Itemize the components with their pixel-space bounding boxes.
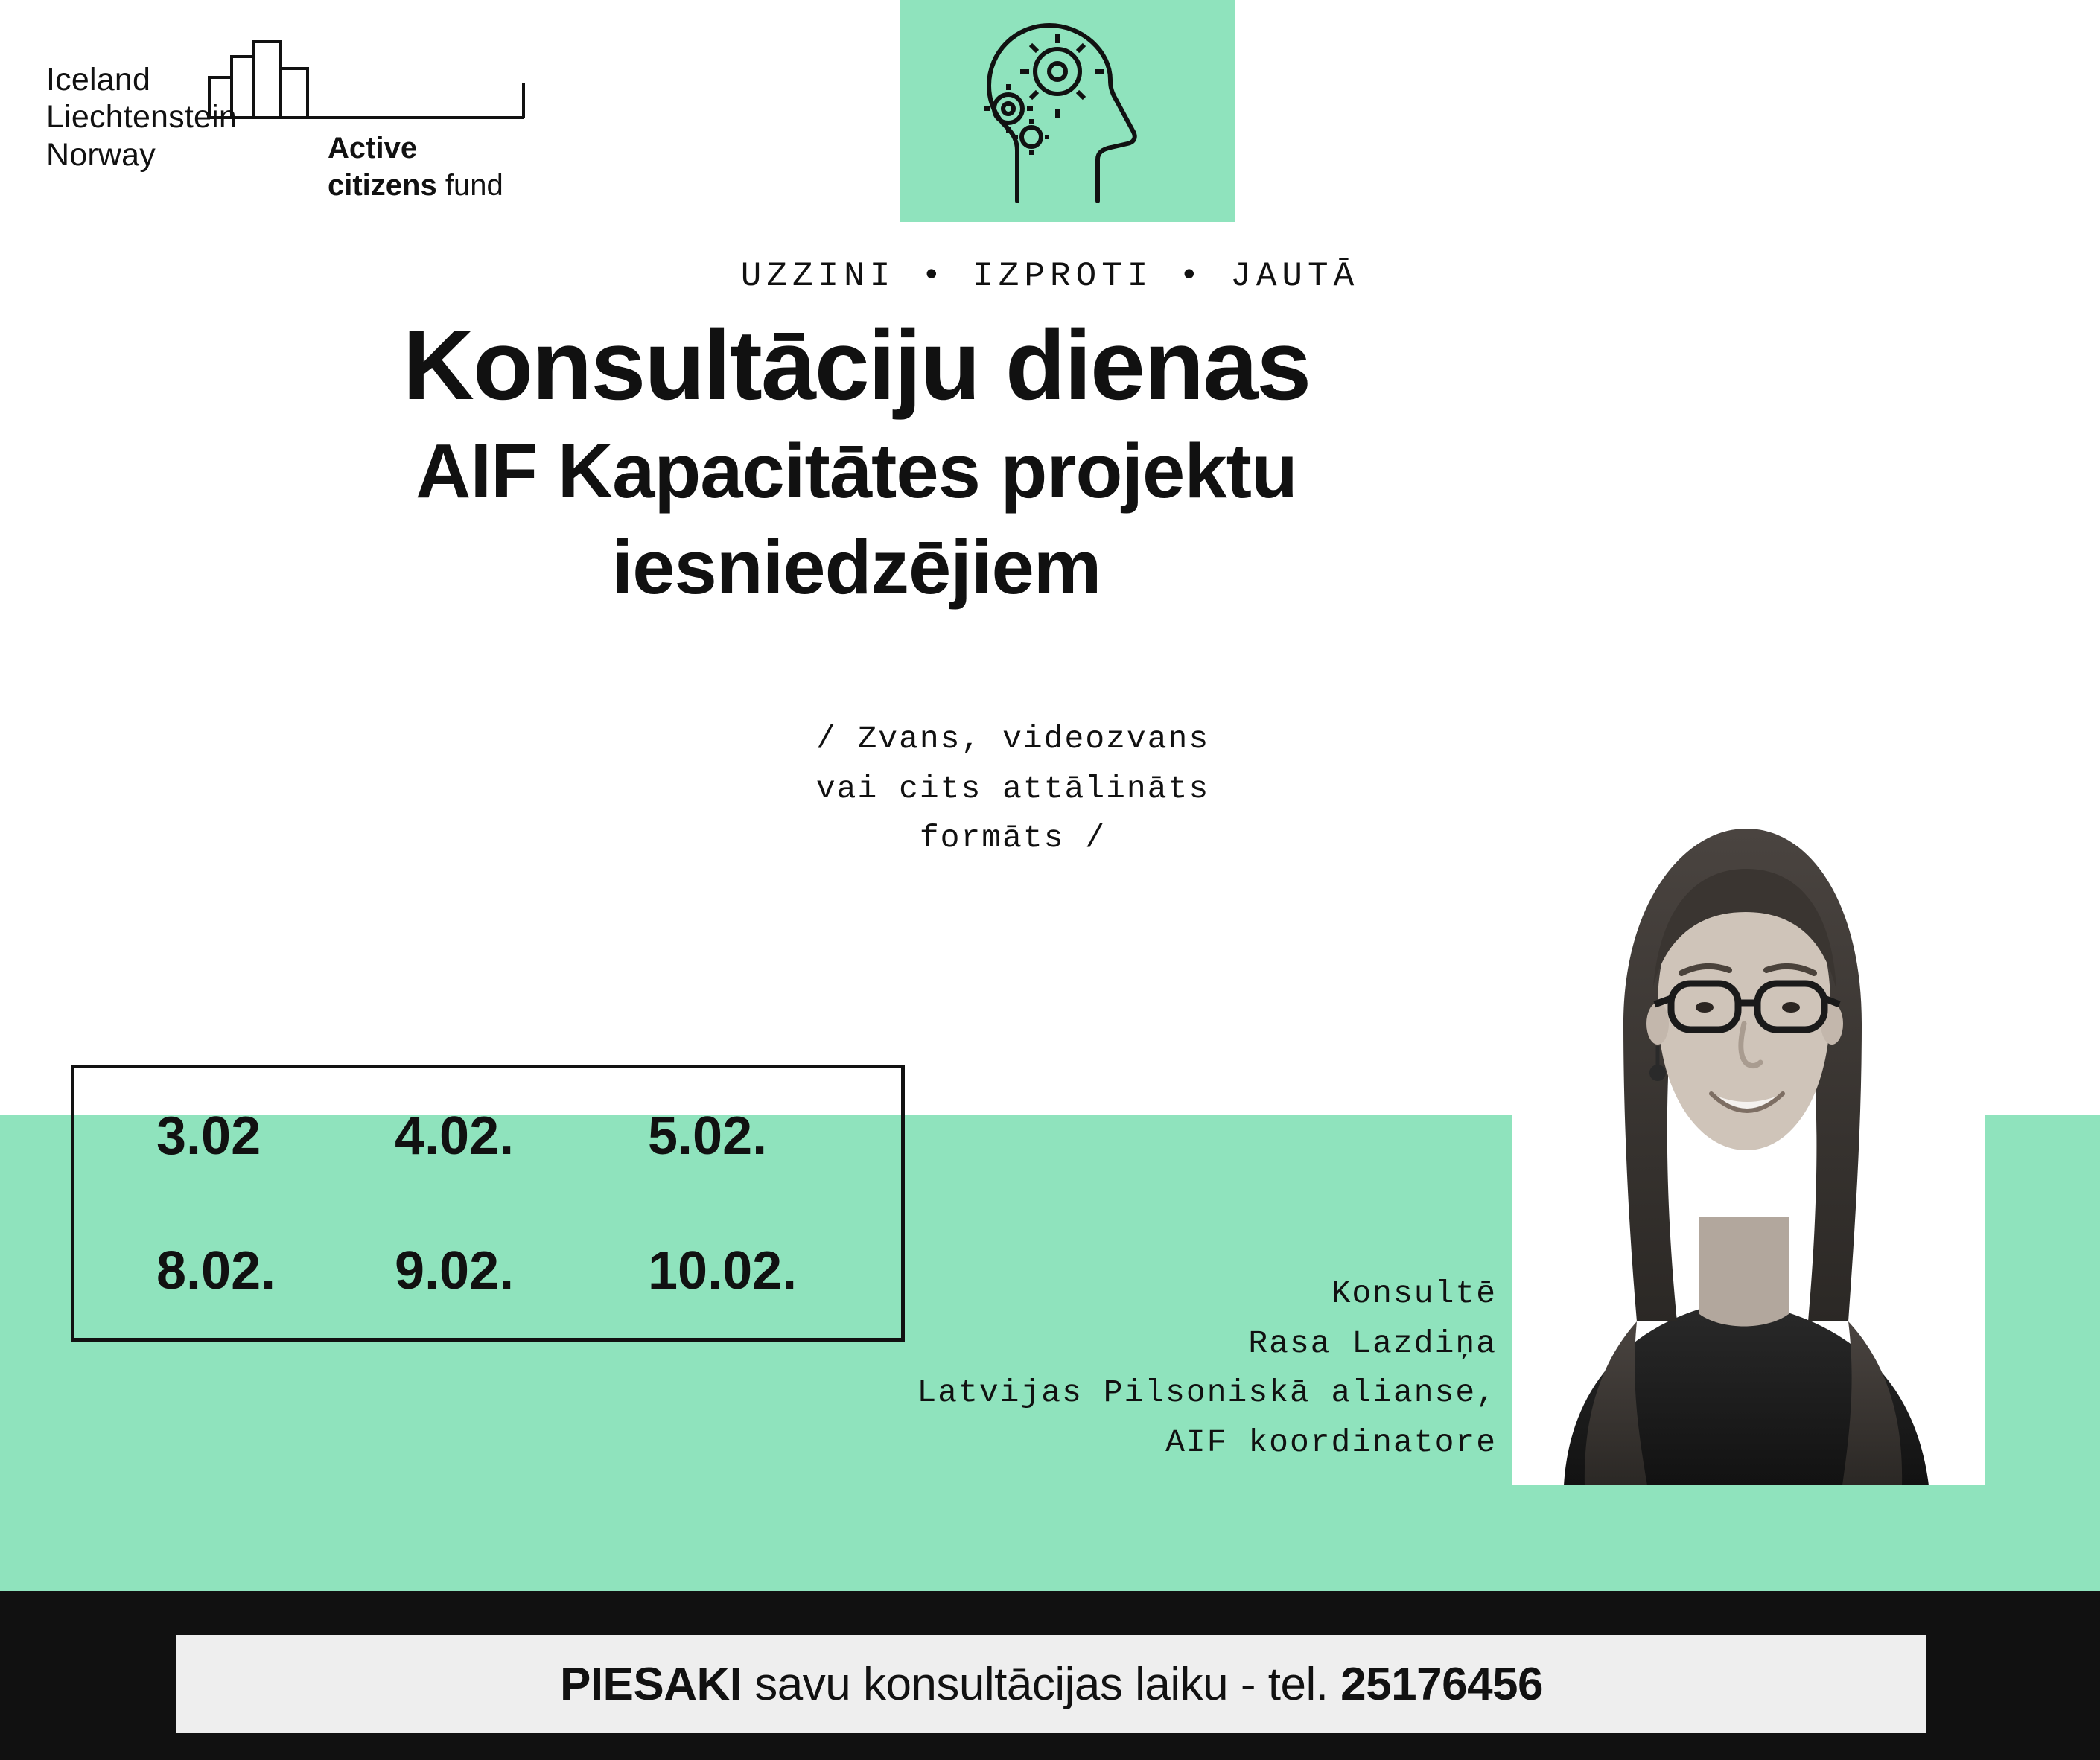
consultant-label: Konsultē — [1331, 1275, 1497, 1312]
format-note — [715, 715, 1311, 864]
acf-line-2-bold: citizens — [328, 169, 437, 202]
date-item: 8.02. — [156, 1240, 276, 1301]
head-with-gears-icon — [900, 0, 1235, 222]
kicker-line: UZZINI • IZPROTI • JAUTĀ — [740, 257, 1360, 296]
cta-phone-number[interactable]: 25176456 — [1340, 1658, 1544, 1710]
format-note-line-3: formāts / — [919, 820, 1107, 857]
active-citizens-fund-wordmark — [328, 130, 503, 204]
acf-line-2-light: fund — [436, 169, 503, 202]
consultant-org: Latvijas Pilsoniskā alianse, — [917, 1374, 1497, 1412]
donor-logo — [46, 25, 508, 202]
format-note-line-2: vai cits attālināts — [815, 770, 1210, 807]
cta-text — [560, 1658, 1543, 1711]
date-item: 9.02. — [395, 1240, 515, 1301]
consultant-photo — [1512, 800, 1985, 1485]
date-item: 3.02 — [156, 1106, 261, 1166]
headline-line-1: Konsultāciju dienas — [402, 310, 1311, 421]
headline-line-3: iesniedzējiem — [611, 524, 1101, 610]
cta-bold-prefix: PIESAKI — [559, 1658, 742, 1710]
page-title — [0, 310, 1713, 613]
consultant-caption — [670, 1269, 1497, 1468]
date-item: 5.02. — [648, 1106, 768, 1166]
date-item: 4.02. — [395, 1106, 515, 1166]
consultant-role: AIF koordinatore — [1165, 1423, 1497, 1461]
consultant-name: Rasa Lazdiņa — [1248, 1324, 1497, 1362]
format-note-line-1: / Zvans, videozvans — [815, 721, 1210, 757]
donor-country-iceland: Iceland — [46, 62, 151, 98]
bar-chart-logo-icon — [206, 39, 526, 121]
date-item: 10.02. — [648, 1240, 798, 1301]
donor-country-liechtenstein: Liechtenstein — [46, 99, 238, 135]
cta-light-text: savu konsultācijas laiku - tel. — [742, 1658, 1341, 1710]
headline-line-2: AIF Kapacitātes projektu — [416, 427, 1297, 514]
donor-country-norway: Norway — [46, 136, 156, 173]
acf-line-1: Active — [328, 132, 418, 165]
cta-banner[interactable] — [176, 1635, 1926, 1733]
